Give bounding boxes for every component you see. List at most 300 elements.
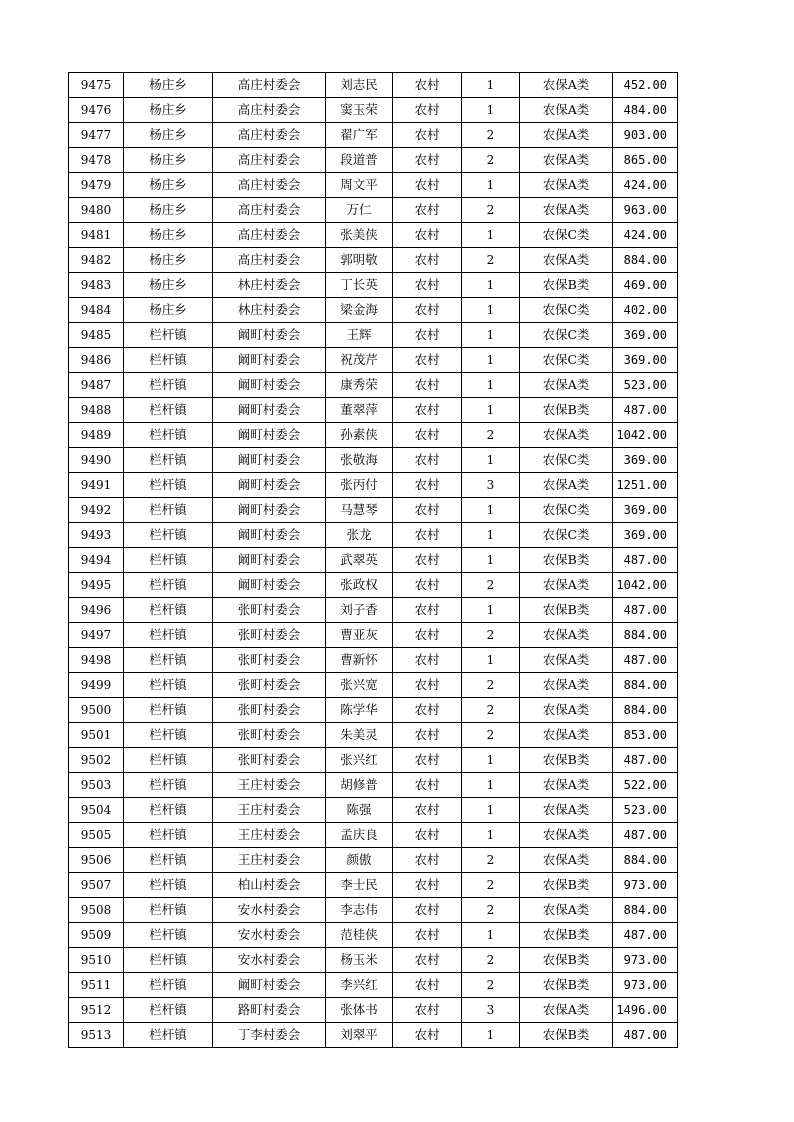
village-committee-cell: 丁李村委会 — [213, 1023, 326, 1048]
village-committee-cell: 张町村委会 — [213, 648, 326, 673]
household-size-cell: 2 — [462, 848, 520, 873]
serial-number-cell: 9483 — [69, 273, 124, 298]
table-row — [69, 298, 678, 323]
amount-cell: 452.00 — [613, 73, 678, 98]
area-type-cell: 农村 — [393, 498, 462, 523]
insurance-category-cell: 农保B类 — [520, 873, 613, 898]
table-row — [69, 973, 678, 998]
village-committee-cell: 高庄村委会 — [213, 123, 326, 148]
table-row — [69, 148, 678, 173]
name-cell: 李志伟 — [326, 898, 393, 923]
village-committee-cell: 阚町村委会 — [213, 548, 326, 573]
table-row — [69, 323, 678, 348]
area-type-cell: 农村 — [393, 548, 462, 573]
name-cell: 郭明敬 — [326, 248, 393, 273]
table-row — [69, 123, 678, 148]
township-cell: 栏杆镇 — [124, 773, 213, 798]
name-cell: 杨玉米 — [326, 948, 393, 973]
serial-number-cell: 9477 — [69, 123, 124, 148]
amount-cell: 369.00 — [613, 523, 678, 548]
relief-roster-table — [68, 72, 678, 1048]
village-committee-cell: 安水村委会 — [213, 923, 326, 948]
household-size-cell: 1 — [462, 73, 520, 98]
village-committee-cell: 安水村委会 — [213, 898, 326, 923]
township-cell: 栏杆镇 — [124, 448, 213, 473]
insurance-category-cell: 农保C类 — [520, 498, 613, 523]
amount-cell: 469.00 — [613, 273, 678, 298]
table-body — [69, 73, 678, 1048]
table-row — [69, 398, 678, 423]
table-row — [69, 198, 678, 223]
table-row — [69, 648, 678, 673]
serial-number-cell: 9512 — [69, 998, 124, 1023]
household-size-cell: 2 — [462, 248, 520, 273]
serial-number-cell: 9493 — [69, 523, 124, 548]
amount-cell: 1251.00 — [613, 473, 678, 498]
amount-cell: 487.00 — [613, 548, 678, 573]
household-size-cell: 1 — [462, 348, 520, 373]
serial-number-cell: 9497 — [69, 623, 124, 648]
area-type-cell: 农村 — [393, 123, 462, 148]
amount-cell: 487.00 — [613, 923, 678, 948]
amount-cell: 973.00 — [613, 948, 678, 973]
village-committee-cell: 高庄村委会 — [213, 148, 326, 173]
insurance-category-cell: 农保C类 — [520, 523, 613, 548]
insurance-category-cell: 农保B类 — [520, 548, 613, 573]
table-row — [69, 998, 678, 1023]
amount-cell: 903.00 — [613, 123, 678, 148]
amount-cell: 1042.00 — [613, 423, 678, 448]
insurance-category-cell: 农保B类 — [520, 923, 613, 948]
township-cell: 栏杆镇 — [124, 1023, 213, 1048]
amount-cell: 884.00 — [613, 898, 678, 923]
household-size-cell: 1 — [462, 548, 520, 573]
table-row — [69, 98, 678, 123]
amount-cell: 523.00 — [613, 373, 678, 398]
serial-number-cell: 9500 — [69, 698, 124, 723]
village-committee-cell: 林庄村委会 — [213, 273, 326, 298]
household-size-cell: 1 — [462, 798, 520, 823]
amount-cell: 963.00 — [613, 198, 678, 223]
table-row — [69, 548, 678, 573]
table-row — [69, 698, 678, 723]
name-cell: 孟庆良 — [326, 823, 393, 848]
township-cell: 杨庄乡 — [124, 223, 213, 248]
household-size-cell: 1 — [462, 173, 520, 198]
serial-number-cell: 9496 — [69, 598, 124, 623]
household-size-cell: 1 — [462, 823, 520, 848]
serial-number-cell: 9507 — [69, 873, 124, 898]
area-type-cell: 农村 — [393, 1023, 462, 1048]
area-type-cell: 农村 — [393, 348, 462, 373]
insurance-category-cell: 农保B类 — [520, 973, 613, 998]
name-cell: 武翠英 — [326, 548, 393, 573]
area-type-cell: 农村 — [393, 723, 462, 748]
village-committee-cell: 阚町村委会 — [213, 498, 326, 523]
township-cell: 栏杆镇 — [124, 323, 213, 348]
village-committee-cell: 张町村委会 — [213, 673, 326, 698]
table-row — [69, 598, 678, 623]
name-cell: 曹亚灰 — [326, 623, 393, 648]
name-cell: 段道普 — [326, 148, 393, 173]
area-type-cell: 农村 — [393, 473, 462, 498]
name-cell: 张体书 — [326, 998, 393, 1023]
name-cell: 张兴红 — [326, 748, 393, 773]
serial-number-cell: 9509 — [69, 923, 124, 948]
household-size-cell: 2 — [462, 698, 520, 723]
household-size-cell: 2 — [462, 673, 520, 698]
area-type-cell: 农村 — [393, 173, 462, 198]
insurance-category-cell: 农保A类 — [520, 123, 613, 148]
household-size-cell: 2 — [462, 423, 520, 448]
township-cell: 栏杆镇 — [124, 998, 213, 1023]
village-committee-cell: 阚町村委会 — [213, 323, 326, 348]
table-row — [69, 423, 678, 448]
area-type-cell: 农村 — [393, 948, 462, 973]
township-cell: 栏杆镇 — [124, 473, 213, 498]
serial-number-cell: 9478 — [69, 148, 124, 173]
name-cell: 翟广军 — [326, 123, 393, 148]
township-cell: 栏杆镇 — [124, 848, 213, 873]
table-row — [69, 173, 678, 198]
insurance-category-cell: 农保B类 — [520, 1023, 613, 1048]
household-size-cell: 1 — [462, 398, 520, 423]
household-size-cell: 1 — [462, 648, 520, 673]
amount-cell: 487.00 — [613, 648, 678, 673]
household-size-cell: 2 — [462, 898, 520, 923]
household-size-cell: 1 — [462, 923, 520, 948]
serial-number-cell: 9491 — [69, 473, 124, 498]
table-row — [69, 473, 678, 498]
name-cell: 王辉 — [326, 323, 393, 348]
table-row — [69, 923, 678, 948]
insurance-category-cell: 农保A类 — [520, 148, 613, 173]
insurance-category-cell: 农保A类 — [520, 648, 613, 673]
village-committee-cell: 高庄村委会 — [213, 73, 326, 98]
insurance-category-cell: 农保A类 — [520, 898, 613, 923]
name-cell: 曹新怀 — [326, 648, 393, 673]
serial-number-cell: 9475 — [69, 73, 124, 98]
amount-cell: 402.00 — [613, 298, 678, 323]
amount-cell: 973.00 — [613, 973, 678, 998]
insurance-category-cell: 农保A类 — [520, 798, 613, 823]
insurance-category-cell: 农保A类 — [520, 98, 613, 123]
table-row — [69, 523, 678, 548]
village-committee-cell: 阚町村委会 — [213, 423, 326, 448]
village-committee-cell: 阚町村委会 — [213, 348, 326, 373]
township-cell: 栏杆镇 — [124, 623, 213, 648]
area-type-cell: 农村 — [393, 298, 462, 323]
township-cell: 栏杆镇 — [124, 648, 213, 673]
name-cell: 梁金海 — [326, 298, 393, 323]
name-cell: 孙素侠 — [326, 423, 393, 448]
serial-number-cell: 9486 — [69, 348, 124, 373]
insurance-category-cell: 农保C类 — [520, 448, 613, 473]
name-cell: 李兴红 — [326, 973, 393, 998]
table-row — [69, 248, 678, 273]
township-cell: 栏杆镇 — [124, 798, 213, 823]
serial-number-cell: 9506 — [69, 848, 124, 873]
insurance-category-cell: 农保A类 — [520, 848, 613, 873]
township-cell: 杨庄乡 — [124, 98, 213, 123]
village-committee-cell: 张町村委会 — [213, 598, 326, 623]
area-type-cell: 农村 — [393, 523, 462, 548]
township-cell: 栏杆镇 — [124, 723, 213, 748]
serial-number-cell: 9484 — [69, 298, 124, 323]
village-committee-cell: 阚町村委会 — [213, 573, 326, 598]
household-size-cell: 2 — [462, 573, 520, 598]
township-cell: 栏杆镇 — [124, 948, 213, 973]
amount-cell: 884.00 — [613, 698, 678, 723]
name-cell: 张美侠 — [326, 223, 393, 248]
table-row — [69, 498, 678, 523]
table-row — [69, 723, 678, 748]
table-row — [69, 1023, 678, 1048]
table-row — [69, 223, 678, 248]
table-row — [69, 73, 678, 98]
table-row — [69, 623, 678, 648]
amount-cell: 369.00 — [613, 348, 678, 373]
village-committee-cell: 高庄村委会 — [213, 248, 326, 273]
amount-cell: 884.00 — [613, 673, 678, 698]
area-type-cell: 农村 — [393, 423, 462, 448]
table-row — [69, 773, 678, 798]
name-cell: 丁长英 — [326, 273, 393, 298]
serial-number-cell: 9485 — [69, 323, 124, 348]
village-committee-cell: 林庄村委会 — [213, 298, 326, 323]
insurance-category-cell: 农保A类 — [520, 623, 613, 648]
household-size-cell: 2 — [462, 948, 520, 973]
serial-number-cell: 9482 — [69, 248, 124, 273]
township-cell: 栏杆镇 — [124, 823, 213, 848]
serial-number-cell: 9489 — [69, 423, 124, 448]
serial-number-cell: 9481 — [69, 223, 124, 248]
township-cell: 栏杆镇 — [124, 898, 213, 923]
name-cell: 康秀荣 — [326, 373, 393, 398]
village-committee-cell: 柏山村委会 — [213, 873, 326, 898]
area-type-cell: 农村 — [393, 923, 462, 948]
township-cell: 栏杆镇 — [124, 348, 213, 373]
household-size-cell: 1 — [462, 98, 520, 123]
village-committee-cell: 阚町村委会 — [213, 398, 326, 423]
table-row — [69, 873, 678, 898]
amount-cell: 1496.00 — [613, 998, 678, 1023]
name-cell: 刘子香 — [326, 598, 393, 623]
household-size-cell: 2 — [462, 873, 520, 898]
township-cell: 栏杆镇 — [124, 873, 213, 898]
amount-cell: 424.00 — [613, 223, 678, 248]
household-size-cell: 2 — [462, 973, 520, 998]
area-type-cell: 农村 — [393, 848, 462, 873]
area-type-cell: 农村 — [393, 773, 462, 798]
serial-number-cell: 9488 — [69, 398, 124, 423]
village-committee-cell: 阚町村委会 — [213, 973, 326, 998]
serial-number-cell: 9508 — [69, 898, 124, 923]
amount-cell: 369.00 — [613, 448, 678, 473]
area-type-cell: 农村 — [393, 823, 462, 848]
insurance-category-cell: 农保A类 — [520, 698, 613, 723]
table-row — [69, 848, 678, 873]
township-cell: 杨庄乡 — [124, 298, 213, 323]
household-size-cell: 2 — [462, 198, 520, 223]
village-committee-cell: 王庄村委会 — [213, 848, 326, 873]
serial-number-cell: 9476 — [69, 98, 124, 123]
amount-cell: 884.00 — [613, 623, 678, 648]
area-type-cell: 农村 — [393, 198, 462, 223]
amount-cell: 853.00 — [613, 723, 678, 748]
insurance-category-cell: 农保A类 — [520, 423, 613, 448]
serial-number-cell: 9511 — [69, 973, 124, 998]
insurance-category-cell: 农保C类 — [520, 323, 613, 348]
area-type-cell: 农村 — [393, 373, 462, 398]
township-cell: 杨庄乡 — [124, 148, 213, 173]
name-cell: 李士民 — [326, 873, 393, 898]
area-type-cell: 农村 — [393, 398, 462, 423]
insurance-category-cell: 农保A类 — [520, 998, 613, 1023]
village-committee-cell: 张町村委会 — [213, 623, 326, 648]
household-size-cell: 1 — [462, 498, 520, 523]
name-cell: 窦玉荣 — [326, 98, 393, 123]
amount-cell: 523.00 — [613, 798, 678, 823]
household-size-cell: 2 — [462, 723, 520, 748]
name-cell: 万仁 — [326, 198, 393, 223]
serial-number-cell: 9494 — [69, 548, 124, 573]
insurance-category-cell: 农保A类 — [520, 173, 613, 198]
area-type-cell: 农村 — [393, 673, 462, 698]
household-size-cell: 2 — [462, 623, 520, 648]
village-committee-cell: 路町村委会 — [213, 998, 326, 1023]
area-type-cell: 农村 — [393, 98, 462, 123]
insurance-category-cell: 农保A类 — [520, 198, 613, 223]
insurance-category-cell: 农保A类 — [520, 673, 613, 698]
table-row — [69, 823, 678, 848]
serial-number-cell: 9502 — [69, 748, 124, 773]
township-cell: 栏杆镇 — [124, 423, 213, 448]
area-type-cell: 农村 — [393, 973, 462, 998]
name-cell: 祝茂芹 — [326, 348, 393, 373]
serial-number-cell: 9505 — [69, 823, 124, 848]
amount-cell: 487.00 — [613, 1023, 678, 1048]
amount-cell: 884.00 — [613, 248, 678, 273]
household-size-cell: 1 — [462, 1023, 520, 1048]
area-type-cell: 农村 — [393, 223, 462, 248]
township-cell: 杨庄乡 — [124, 198, 213, 223]
area-type-cell: 农村 — [393, 273, 462, 298]
name-cell: 胡修普 — [326, 773, 393, 798]
insurance-category-cell: 农保A类 — [520, 823, 613, 848]
name-cell: 范桂侠 — [326, 923, 393, 948]
township-cell: 杨庄乡 — [124, 248, 213, 273]
name-cell: 张政权 — [326, 573, 393, 598]
area-type-cell: 农村 — [393, 573, 462, 598]
household-size-cell: 1 — [462, 223, 520, 248]
village-committee-cell: 高庄村委会 — [213, 198, 326, 223]
household-size-cell: 1 — [462, 273, 520, 298]
household-size-cell: 3 — [462, 998, 520, 1023]
township-cell: 栏杆镇 — [124, 498, 213, 523]
name-cell: 张敬海 — [326, 448, 393, 473]
name-cell: 张丙付 — [326, 473, 393, 498]
amount-cell: 484.00 — [613, 98, 678, 123]
area-type-cell: 农村 — [393, 698, 462, 723]
serial-number-cell: 9510 — [69, 948, 124, 973]
township-cell: 栏杆镇 — [124, 973, 213, 998]
area-type-cell: 农村 — [393, 998, 462, 1023]
table-row — [69, 748, 678, 773]
township-cell: 栏杆镇 — [124, 598, 213, 623]
insurance-category-cell: 农保A类 — [520, 473, 613, 498]
amount-cell: 487.00 — [613, 398, 678, 423]
name-cell: 张龙 — [326, 523, 393, 548]
name-cell: 刘翠平 — [326, 1023, 393, 1048]
village-committee-cell: 王庄村委会 — [213, 823, 326, 848]
serial-number-cell: 9501 — [69, 723, 124, 748]
household-size-cell: 1 — [462, 448, 520, 473]
amount-cell: 369.00 — [613, 323, 678, 348]
serial-number-cell: 9480 — [69, 198, 124, 223]
household-size-cell: 1 — [462, 323, 520, 348]
township-cell: 栏杆镇 — [124, 398, 213, 423]
area-type-cell: 农村 — [393, 323, 462, 348]
area-type-cell: 农村 — [393, 648, 462, 673]
insurance-category-cell: 农保A类 — [520, 573, 613, 598]
village-committee-cell: 张町村委会 — [213, 698, 326, 723]
village-committee-cell: 阚町村委会 — [213, 448, 326, 473]
township-cell: 栏杆镇 — [124, 748, 213, 773]
serial-number-cell: 9487 — [69, 373, 124, 398]
village-committee-cell: 王庄村委会 — [213, 773, 326, 798]
township-cell: 杨庄乡 — [124, 123, 213, 148]
serial-number-cell: 9504 — [69, 798, 124, 823]
insurance-category-cell: 农保C类 — [520, 348, 613, 373]
township-cell: 栏杆镇 — [124, 923, 213, 948]
township-cell: 栏杆镇 — [124, 523, 213, 548]
insurance-category-cell: 农保B类 — [520, 748, 613, 773]
village-committee-cell: 张町村委会 — [213, 748, 326, 773]
insurance-category-cell: 农保B类 — [520, 598, 613, 623]
name-cell: 颜傲 — [326, 848, 393, 873]
township-cell: 栏杆镇 — [124, 548, 213, 573]
household-size-cell: 1 — [462, 298, 520, 323]
area-type-cell: 农村 — [393, 598, 462, 623]
amount-cell: 522.00 — [613, 773, 678, 798]
household-size-cell: 2 — [462, 148, 520, 173]
serial-number-cell: 9499 — [69, 673, 124, 698]
area-type-cell: 农村 — [393, 248, 462, 273]
area-type-cell: 农村 — [393, 448, 462, 473]
table-row — [69, 798, 678, 823]
insurance-category-cell: 农保C类 — [520, 223, 613, 248]
area-type-cell: 农村 — [393, 623, 462, 648]
household-size-cell: 1 — [462, 598, 520, 623]
amount-cell: 487.00 — [613, 748, 678, 773]
name-cell: 朱美灵 — [326, 723, 393, 748]
village-committee-cell: 阚町村委会 — [213, 473, 326, 498]
insurance-category-cell: 农保B类 — [520, 948, 613, 973]
amount-cell: 487.00 — [613, 598, 678, 623]
amount-cell: 369.00 — [613, 498, 678, 523]
serial-number-cell: 9492 — [69, 498, 124, 523]
amount-cell: 424.00 — [613, 173, 678, 198]
serial-number-cell: 9490 — [69, 448, 124, 473]
name-cell: 周文平 — [326, 173, 393, 198]
household-size-cell: 1 — [462, 373, 520, 398]
household-size-cell: 3 — [462, 473, 520, 498]
area-type-cell: 农村 — [393, 748, 462, 773]
table-row — [69, 948, 678, 973]
township-cell: 杨庄乡 — [124, 73, 213, 98]
village-committee-cell: 安水村委会 — [213, 948, 326, 973]
